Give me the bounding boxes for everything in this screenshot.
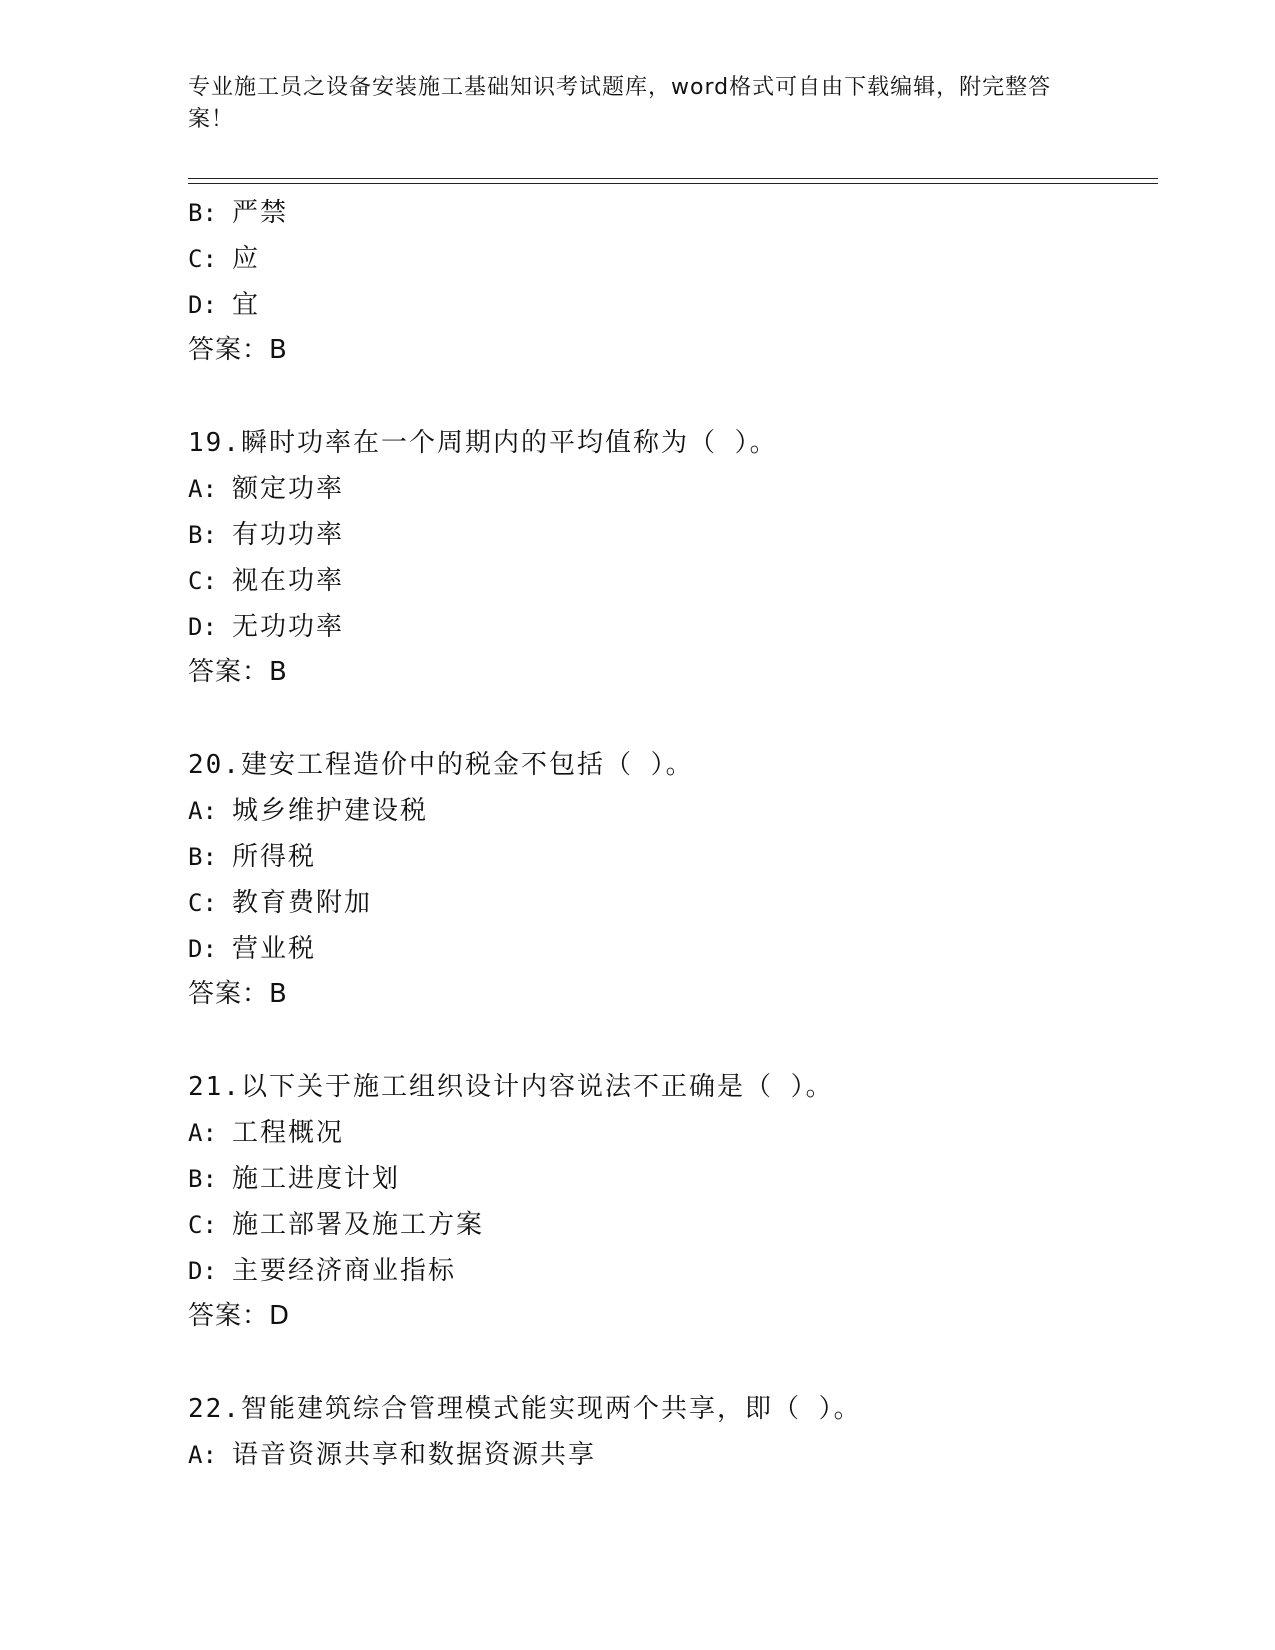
option-c <box>188 880 1168 926</box>
question-stem: 19.瞬时功率在一个周期内的平均值称为（ ）。 <box>188 428 778 458</box>
option-text: 有功功率 <box>232 520 345 550</box>
option-text: 营业税 <box>232 934 317 964</box>
option-key: B: <box>188 843 217 871</box>
option-key: C: <box>188 889 217 917</box>
option-c <box>188 1202 1168 1248</box>
option-text: 工程概况 <box>232 1118 345 1148</box>
option-b <box>188 834 1168 880</box>
option-text: 严禁 <box>232 198 289 228</box>
question-stem: 20.建安工程造价中的税金不包括（ ）。 <box>188 750 694 780</box>
option-text: 宜 <box>232 290 261 320</box>
option-text: 施工进度计划 <box>232 1164 401 1194</box>
option-key: A: <box>188 1441 217 1469</box>
answer: 答案：B <box>188 979 288 1009</box>
option-text: 所得税 <box>232 842 317 872</box>
header-divider <box>188 178 1158 179</box>
option-text: 无功功率 <box>232 612 345 642</box>
document-header: 专业施工员之设备安装施工基础知识考试题库，word格式可自由下载编辑，附完整答案！ <box>188 75 1052 132</box>
header-divider-second <box>188 183 1158 184</box>
answer: 答案：D <box>188 1301 291 1331</box>
option-b <box>188 1156 1168 1202</box>
option-text: 主要经济商业指标 <box>232 1256 457 1286</box>
answer: 答案：B <box>188 657 288 687</box>
option-d <box>188 282 1168 328</box>
option-key: D: <box>188 291 217 319</box>
option-key: D: <box>188 1257 217 1285</box>
option-text: 语音资源共享和数据资源共享 <box>232 1440 597 1470</box>
option-key: C: <box>188 567 217 595</box>
option-a <box>188 1110 1168 1156</box>
option-key: C: <box>188 245 217 273</box>
option-key: D: <box>188 613 217 641</box>
option-b <box>188 190 1168 236</box>
option-key: C: <box>188 1211 217 1239</box>
option-a <box>188 788 1168 834</box>
question-stem: 22.智能建筑综合管理模式能实现两个共享，即（ ）。 <box>188 1394 862 1424</box>
option-key: B: <box>188 521 217 549</box>
option-text: 额定功率 <box>232 474 345 504</box>
option-text: 城乡维护建设税 <box>232 796 429 826</box>
option-d <box>188 604 1168 650</box>
option-key: D: <box>188 935 217 963</box>
question-stem: 21.以下关于施工组织设计内容说法不正确是（ ）。 <box>188 1072 834 1102</box>
option-key: A: <box>188 475 217 503</box>
option-d <box>188 1248 1168 1294</box>
option-b <box>188 512 1168 558</box>
question-list <box>188 190 1168 1478</box>
option-text: 施工部署及施工方案 <box>232 1210 485 1240</box>
option-key: B: <box>188 1165 217 1193</box>
answer: 答案：B <box>188 335 288 365</box>
option-text: 教育费附加 <box>232 888 373 918</box>
option-text: 视在功率 <box>232 566 345 596</box>
option-key: B: <box>188 199 217 227</box>
option-c <box>188 236 1168 282</box>
option-c <box>188 558 1168 604</box>
option-a <box>188 1432 1168 1478</box>
option-key: A: <box>188 1119 217 1147</box>
option-text: 应 <box>232 244 261 274</box>
option-d <box>188 926 1168 972</box>
option-a <box>188 466 1168 512</box>
option-key: A: <box>188 797 217 825</box>
